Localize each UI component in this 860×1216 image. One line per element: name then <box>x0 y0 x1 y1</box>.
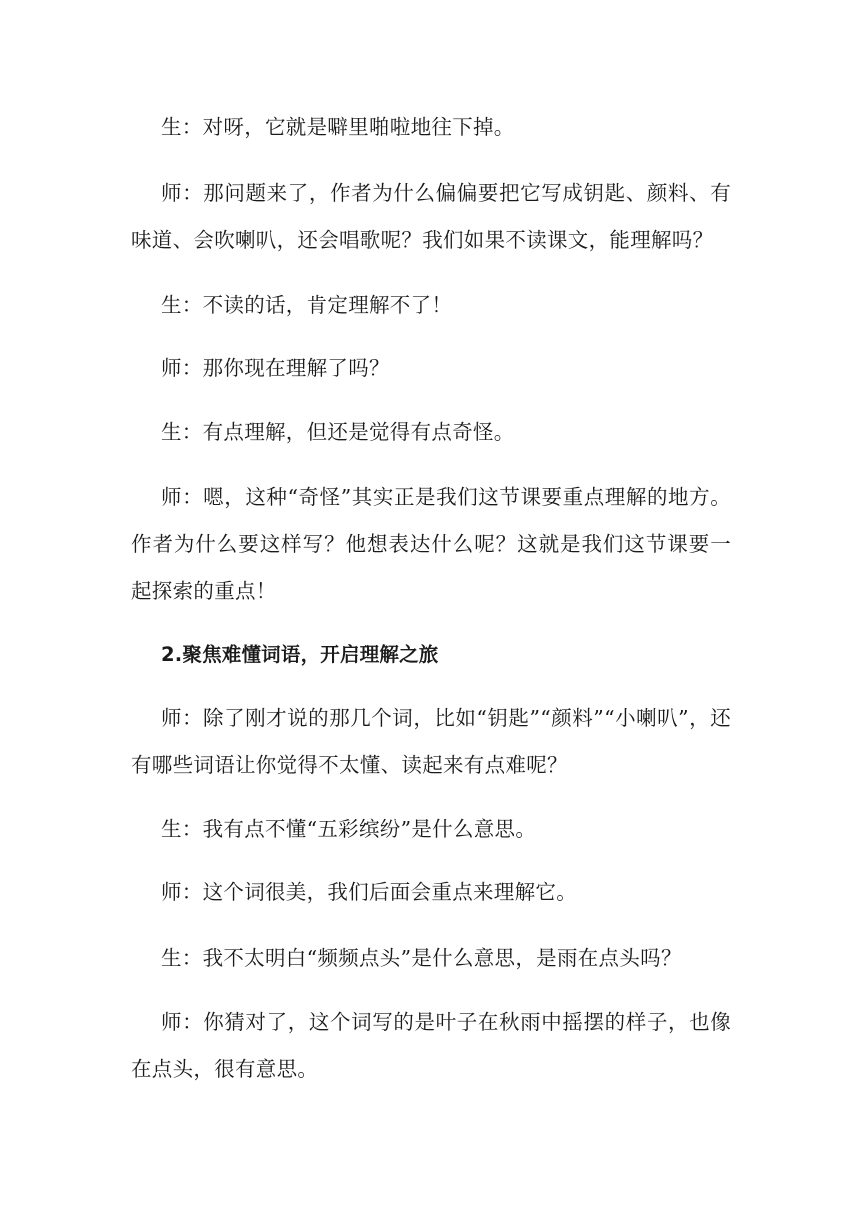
dialogue-paragraph: 生：对呀，它就是噼里啪啦地往下掉。 <box>161 115 515 139</box>
dialogue-paragraph: 师：那你现在理解了吗？ <box>161 356 390 380</box>
dialogue-paragraph: 生：我有点不懂“五彩缤纷”是什么意思。 <box>161 817 537 841</box>
dialogue-paragraph: 师：这个词很美，我们后面会重点来理解它。 <box>161 880 577 904</box>
dialogue-paragraph: 生：有点理解，但还是觉得有点奇怪。 <box>161 420 515 444</box>
section-heading: 2.聚焦难懂词语，开启理解之旅 <box>161 643 439 666</box>
dialogue-paragraph: 生：不读的话，肯定理解不了！ <box>161 293 453 317</box>
dialogue-paragraph: 师：除了刚才说的那几个词，比如“钥匙”“颜料”“小喇叭”，还有哪些词语让你觉得不太懂、读起来有点难呢？ <box>131 706 731 777</box>
dialogue-paragraph: 师：那问题来了，作者为什么偏偏要把它写成钥匙、颜料、有味道、会吹喇叭，还会唱歌呢？我们如果不读课文，能理解吗？ <box>131 181 731 252</box>
dialogue-paragraph: 生：我不太明白“频频点头”是什么意思，是雨在点头吗？ <box>161 946 682 970</box>
dialogue-paragraph: 师：嗯，这种“奇怪”其实正是我们这节课要重点理解的地方。作者为什么要这样写？他想表达什么呢？这就是我们这节课要一起探索的重点！ <box>131 485 731 603</box>
dialogue-paragraph: 师：你猜对了，这个词写的是叶子在秋雨中摇摆的样子，也像在点头，很有意思。 <box>131 1010 731 1081</box>
